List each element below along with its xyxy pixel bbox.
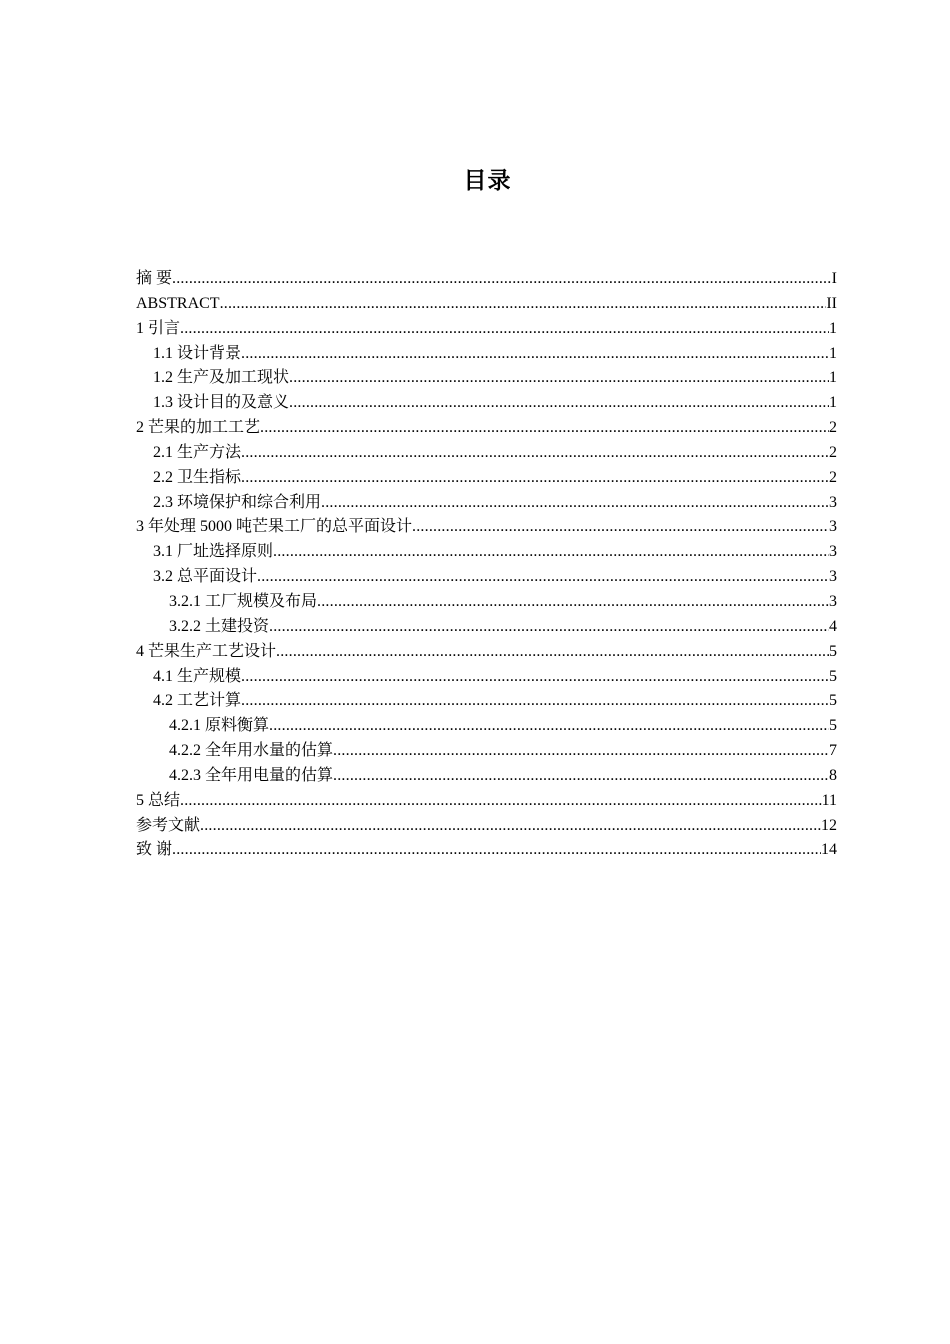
toc-entry-page-number: 3 bbox=[829, 493, 837, 511]
toc-title: 目录 bbox=[463, 168, 512, 194]
toc-entry-label: 3.1 厂址选择原则 bbox=[153, 543, 274, 561]
toc-entry[interactable] bbox=[136, 391, 837, 416]
dot-leader bbox=[276, 640, 829, 665]
dot-leader bbox=[200, 814, 821, 839]
toc-entry-label: 2.3 环境保护和综合利用 bbox=[153, 493, 322, 511]
toc-entry[interactable] bbox=[136, 565, 837, 590]
toc-entry[interactable] bbox=[136, 590, 837, 615]
toc-entry[interactable] bbox=[136, 441, 837, 466]
toc-entry[interactable] bbox=[136, 640, 837, 665]
dot-leader bbox=[241, 466, 829, 491]
dot-leader bbox=[241, 689, 829, 714]
toc-entry[interactable] bbox=[136, 789, 837, 814]
dot-leader bbox=[172, 267, 832, 292]
toc-entry-page-number: I bbox=[831, 270, 837, 287]
dot-leader bbox=[180, 789, 822, 814]
dot-leader bbox=[289, 391, 829, 416]
toc-entry-page-number: 1 bbox=[829, 369, 837, 387]
toc-entry[interactable] bbox=[136, 714, 837, 739]
toc-entry-page-number: 5 bbox=[829, 717, 837, 735]
toc-entry[interactable] bbox=[136, 515, 837, 540]
toc-entry-page-number: 8 bbox=[829, 766, 837, 784]
toc-entry-label: 3.2 总平面设计 bbox=[153, 568, 258, 586]
toc-entry-page-number: 2 bbox=[829, 419, 837, 437]
toc-entry-label: ABSTRACT bbox=[136, 294, 220, 312]
toc-entry[interactable] bbox=[136, 491, 837, 516]
toc-entry[interactable] bbox=[136, 689, 837, 714]
toc-entry[interactable] bbox=[136, 366, 837, 391]
dot-leader bbox=[333, 764, 829, 789]
toc-entry-page-number: 4 bbox=[829, 617, 837, 635]
toc-entry-label: 3.2.1 工厂规模及布局 bbox=[169, 592, 318, 610]
toc-entry-label: 1 引言 bbox=[136, 319, 181, 337]
toc-entry[interactable] bbox=[136, 466, 837, 491]
toc-entry-page-number: 1 bbox=[829, 319, 837, 337]
toc-entry-label: 2.1 生产方法 bbox=[153, 443, 242, 461]
toc-entry[interactable] bbox=[136, 342, 837, 367]
toc-entry-page-number: 5 bbox=[829, 667, 837, 685]
toc-entry-page-number: 3 bbox=[829, 592, 837, 610]
dot-leader bbox=[289, 366, 829, 391]
toc-entry-label: 参考文献 bbox=[136, 816, 201, 834]
dot-leader bbox=[273, 540, 829, 565]
dot-leader bbox=[241, 342, 829, 367]
toc-entry-label: 1.3 设计目的及意义 bbox=[153, 394, 290, 412]
toc-entry-label: 2 芒果的加工工艺 bbox=[136, 419, 261, 437]
dot-leader bbox=[333, 739, 829, 764]
toc-entry-label: 5 总结 bbox=[136, 791, 181, 809]
toc-entry-page-number: II bbox=[826, 294, 837, 312]
dot-leader bbox=[241, 441, 829, 466]
toc-entry-label: 4.1 生产规模 bbox=[153, 667, 242, 685]
toc-entry-label: 2.2 卫生指标 bbox=[153, 468, 242, 486]
toc-entry[interactable] bbox=[136, 838, 837, 863]
toc-entry-label: 4.2.1 原料衡算 bbox=[169, 717, 270, 735]
toc-entry-page-number: 1 bbox=[829, 344, 837, 362]
toc-entry[interactable] bbox=[136, 739, 837, 764]
dot-leader bbox=[257, 565, 829, 590]
toc-entry-page-number: 11 bbox=[821, 791, 837, 809]
dot-leader bbox=[269, 615, 829, 640]
table-of-contents bbox=[136, 267, 837, 863]
toc-entry-page-number: 3 bbox=[829, 568, 837, 586]
dot-leader bbox=[269, 714, 829, 739]
toc-entry-page-number: 14 bbox=[821, 841, 837, 859]
dot-leader bbox=[260, 416, 829, 441]
dot-leader bbox=[412, 515, 829, 540]
toc-entry-label: 4.2.3 全年用电量的估算 bbox=[169, 766, 334, 784]
toc-entry-label: 4.2 工艺计算 bbox=[153, 692, 242, 710]
dot-leader bbox=[220, 292, 827, 317]
toc-entry[interactable] bbox=[136, 814, 837, 839]
toc-entry-label: 3.2.2 土建投资 bbox=[169, 617, 270, 635]
toc-entry-label: 4 芒果生产工艺设计 bbox=[136, 642, 277, 660]
dot-leader bbox=[180, 317, 829, 342]
toc-entry-page-number: 3 bbox=[829, 518, 837, 536]
toc-entry[interactable] bbox=[136, 416, 837, 441]
toc-entry-page-number: 3 bbox=[829, 543, 837, 561]
toc-entry[interactable] bbox=[136, 267, 837, 292]
toc-entry-label: 3 年处理 5000 吨芒果工厂的总平面设计 bbox=[136, 518, 413, 536]
toc-entry-page-number: 1 bbox=[829, 394, 837, 412]
toc-entry-page-number: 5 bbox=[829, 692, 837, 710]
toc-entry-page-number: 2 bbox=[829, 443, 837, 461]
toc-entry-label: 摘 要 bbox=[136, 270, 173, 287]
dot-leader bbox=[241, 665, 829, 690]
toc-entry[interactable] bbox=[136, 615, 837, 640]
dot-leader bbox=[321, 491, 829, 516]
toc-entry[interactable] bbox=[136, 764, 837, 789]
toc-entry[interactable] bbox=[136, 665, 837, 690]
toc-entry-page-number: 5 bbox=[829, 642, 837, 660]
toc-entry-page-number: 2 bbox=[829, 468, 837, 486]
toc-entry-label: 致 谢 bbox=[136, 841, 173, 859]
dot-leader bbox=[317, 590, 829, 615]
toc-entry[interactable] bbox=[136, 540, 837, 565]
toc-entry[interactable] bbox=[136, 317, 837, 342]
toc-entry-page-number: 12 bbox=[821, 816, 837, 834]
toc-entry-label: 1.2 生产及加工现状 bbox=[153, 369, 290, 387]
toc-entry-label: 4.2.2 全年用水量的估算 bbox=[169, 742, 334, 760]
toc-entry-label: 1.1 设计背景 bbox=[153, 344, 242, 362]
toc-entry[interactable] bbox=[136, 292, 837, 317]
toc-entry-page-number: 7 bbox=[829, 742, 837, 760]
dot-leader bbox=[172, 838, 821, 863]
